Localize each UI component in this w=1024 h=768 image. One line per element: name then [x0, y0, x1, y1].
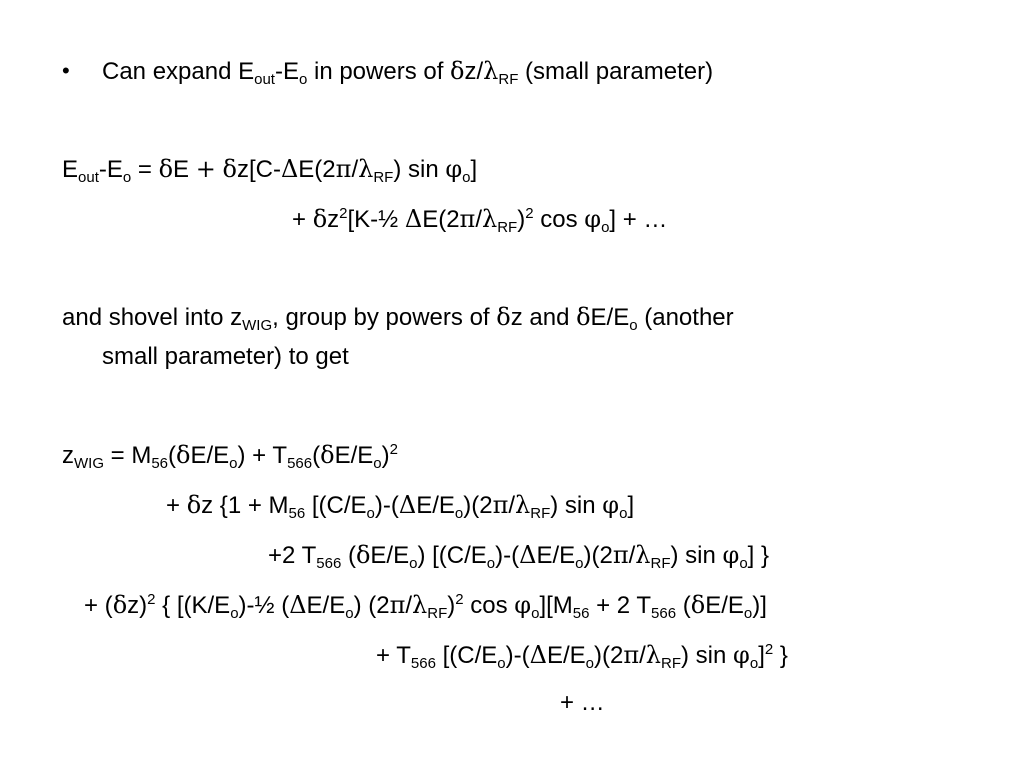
shovel-text-line: and shovel into $z_{WIG}$, group by powers of δz and $\delta E/E_o$ (another	[62, 303, 734, 334]
shovel-text-continuation: small parameter) to get	[102, 343, 349, 370]
bullet-point: •	[62, 58, 70, 83]
equation-zwig-line2: + δz {$1 + M_{56}$ [$(C/E_o)-(\Delta E/E_o)(2\pi/\lambda_{RF})$ $\sin \varphi_o$]	[166, 491, 635, 522]
intro-line: Can expand $E_{out}-E_o$ in powers of $\delta z/\lambda_{RF}$ (small parameter)	[102, 57, 714, 88]
equation-zwig-line6: + …	[560, 689, 605, 716]
equation-eout-line2: + $\delta z^2[K-\frac{1}{2}$ $\Delta E(2\pi/\lambda_{RF})^2$ $\cos \varphi_o$] + …	[292, 205, 668, 236]
equation-zwig-line3: +2 $T_{566}$ $(\delta E/E_o)$ [$(C/E_o)-(\Delta E/E_o)(2\pi/\lambda_{RF})$ $\sin \varphi_o$] }	[268, 541, 770, 572]
equation-zwig-line4: + $(\delta z)^2$ { [$(K/E_o)-\frac{1}{2}$ $(\Delta E/E_o)$ $(2\pi/\lambda_{RF})^2$ $\cos \varphi_o][M_{56} + 2$ $T_{566}$ $(\delta E/E_o)$]	[84, 591, 767, 622]
equation-eout-line1: $E_{out}-E_o = \delta E + \delta z[C-\Delta E(2\pi/\lambda_{RF})$ $\sin \varphi_o$]	[62, 155, 478, 186]
equation-zwig-line1: $z_{WIG} = M_{56}(\delta E/E_o) + T_{566}(\delta E/E_o)^2$	[62, 441, 398, 472]
equation-zwig-line5: + $T_{566}$ [$(C/E_o)-(\Delta E/E_o)(2\pi/\lambda_{RF})$ $\sin \varphi_o]^2$ }	[376, 641, 788, 672]
